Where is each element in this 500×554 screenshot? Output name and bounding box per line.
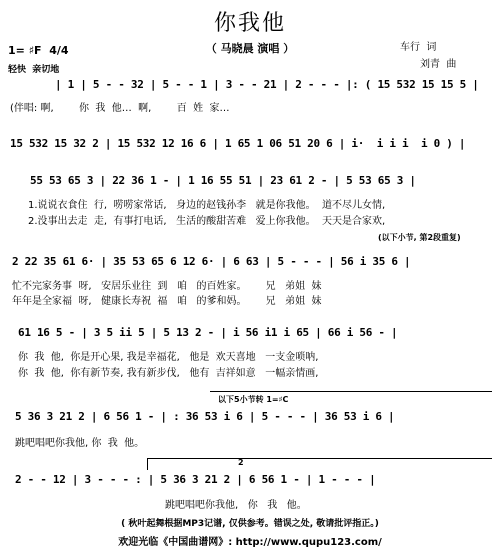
score-line-7-notes: 2 - - 12 | 3 - - - : | 5 36 3 21 2 | 6 56 1 - | 1 - - - | [15,473,376,486]
key-signature: 1= ♯F 4/4 [8,44,69,57]
performer: （ 马晓晨 演唱 ） [205,42,295,55]
score-line-1-lyric: (伴唱: 啊, 你 我 他… 啊, 百 姓 家… [10,103,230,114]
composer: 刘青 曲 [420,59,457,70]
score-line-4-lyric-2: 年年是全家福 呀, 健康长寿祝 福 咱 的爹和妈。 兄 弟姐 妹 [12,296,322,307]
song-title: 你我他 [213,11,286,36]
score-line-3-notes: 55 53 65 3 | 22 36 1 - | 1 16 55 51 | 23 61 2 - | 5 53 65 3 | [30,174,416,187]
score-line-6-lyric: 跳吧唱吧你我他, 你 我 他。 [15,438,145,449]
score-line-3-lyric-1: 1.说说衣食住 行, 唠唠家常话, 身边的赵钱孙李 就是你我他。 道不尽儿女情, [28,200,386,211]
score-line-5-lyric-2: 你 我 他, 你有新节奏, 我有新步伐, 他有 吉祥如意 一幅亲情画, [18,368,319,379]
key-change-bracket [210,391,492,392]
score-line-5-lyric-1: 你 我 他, 你是开心果, 我是幸福花, 他是 欢天喜地 一支金唢呐, [18,352,319,363]
score-line-4-lyric-1: 忙不完家务事 呀, 安居乐业往 到 咱 的百姓家。 兄 弟姐 妹 [12,281,322,292]
volta-bracket-left [147,458,148,470]
repeat-note: (以下小节, 第2段重复) [378,233,461,242]
key-change-note: 以下5小节转 1=♯C [218,395,289,404]
site-welcome: 欢迎光临《中国曲谱网》: http://www.qupu123.com/ [118,537,382,548]
score-line-4-notes: 2 22 35 61 6· | 35 53 65 6 12 6· | 6 63 | 5 - - - | 56 i 35 6 | [12,255,411,268]
score-line-3-lyric-2: 2.没事出去走 走, 有事打电话, 生活的酸甜苦难 爱上你我他。 天天是合家欢, [28,216,386,227]
volta-number: 2 [238,458,244,467]
lyricist: 车行 词 [400,42,437,53]
tempo-mark: 轻快 亲切地 [8,65,60,75]
volta-bracket [147,458,492,459]
score-line-5-notes: 61 16 5 - | 3 5 ii 5 | 5 13 2 - | i 56 i1 i 65 | 66 i 56 - | [18,326,398,339]
transcriber-note: ( 秋叶起舞根据MP3记谱, 仅供参考。错误之处, 敬请批评指正。) [121,519,379,529]
score-line-2-notes: 15 532 15 32 2 | 15 532 12 16 6 | 1 65 1 06 51 20 6 | i· i i i i 0 ) | [10,137,466,150]
score-line-1-notes: | 1 | 5 - - 32 | 5 - - 1 | 3 - - 21 | 2 - - - |: ( 15 532 15 15 5 | [55,78,479,91]
score-line-7-lyric: 跳吧唱吧你我他, 你 我 他。 [165,500,307,511]
score-line-6-notes: 5 36 3 21 2 | 6 56 1 - | : 36 53 i 6 | 5 - - - | 36 53 i 6 | [15,410,395,423]
